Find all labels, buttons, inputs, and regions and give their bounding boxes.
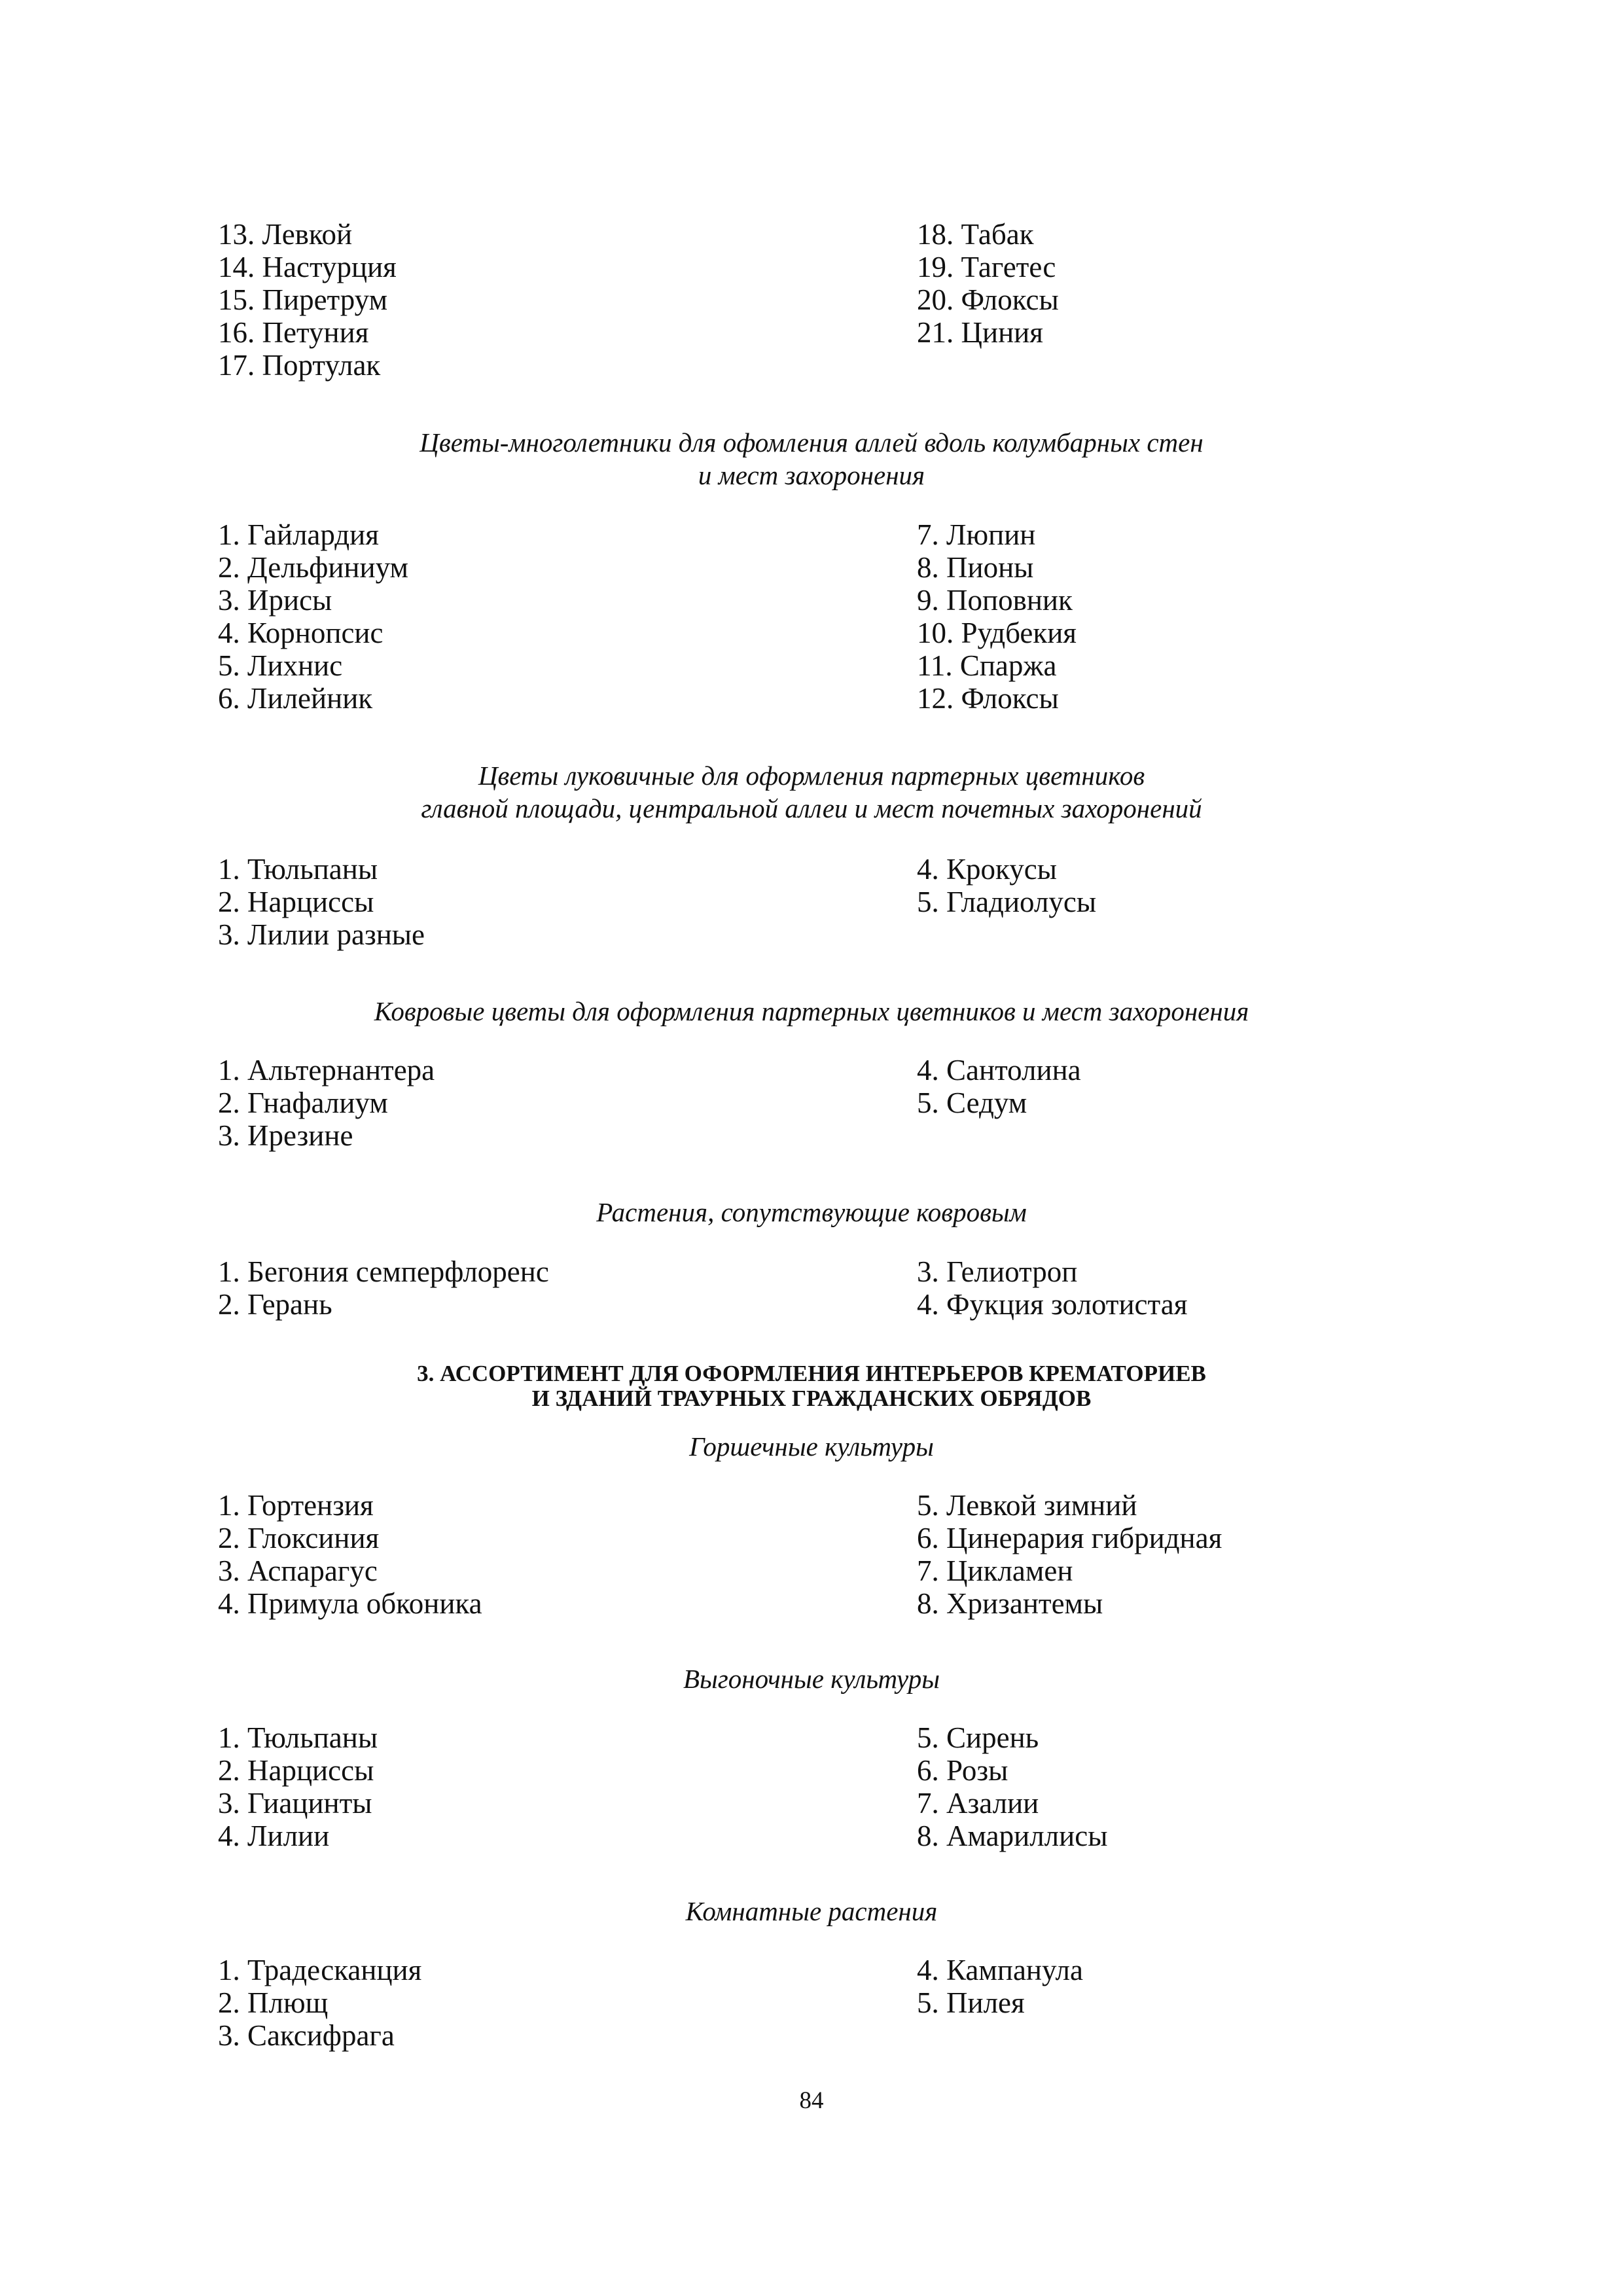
list-item: 8. Амариллисы xyxy=(917,1820,1108,1852)
heading-line: Комнатные растения xyxy=(685,1896,938,1926)
list-item: 11. Спаржа xyxy=(917,649,1057,682)
list-right-column xyxy=(917,1489,1506,1620)
list-item: 4. Фукция золотистая xyxy=(917,1288,1188,1321)
list-item: 3. Аспарагус xyxy=(218,1554,378,1587)
list-item: 5. Сирень xyxy=(917,1721,1039,1754)
heading-line: Горшечные культуры xyxy=(689,1431,934,1462)
list-right-column xyxy=(917,853,1506,918)
list-item: 5. Пилея xyxy=(917,1986,1025,2019)
list-potted-plants xyxy=(218,1489,1396,1659)
list-item: 6. Цинерария гибридная xyxy=(917,1522,1222,1554)
list-item: 1. Альтернантера xyxy=(218,1054,435,1086)
list-item: 4. Лилии xyxy=(218,1820,330,1852)
list-item: 19. Тагетес xyxy=(917,251,1056,283)
subheading-carpet-flowers xyxy=(216,995,1407,1028)
list-item: 1. Гортензия xyxy=(218,1489,374,1522)
list-item: 2. Плющ xyxy=(218,1986,329,2019)
section-title-line: 3. АССОРТИМЕНТ ДЛЯ ОФОРМЛЕНИЯ ИНТЕРЬЕРОВ КРЕМАТОРИЕВ xyxy=(417,1361,1206,1386)
list-item: 7. Люпин xyxy=(917,518,1036,551)
heading-line: Растения, сопутствующие ковровым xyxy=(596,1197,1027,1227)
section-title xyxy=(216,1361,1407,1411)
heading-line: главной площади, центральной аллеи и мест почетных захоронений xyxy=(421,793,1202,823)
list-item: 13. Левкой xyxy=(218,218,353,251)
heading-line: Ковровые цветы для оформления партерных цветников и мест захоронения xyxy=(374,996,1249,1026)
subheading-forced-plants xyxy=(216,1662,1407,1695)
heading-line: Цветы луковичные для оформления партерных цветников xyxy=(478,761,1145,791)
subheading-companion-plants xyxy=(216,1196,1407,1229)
list-item: 18. Табак xyxy=(917,218,1034,251)
list-item: 5. Гладиолусы xyxy=(917,886,1097,918)
list-item: 2. Глоксиния xyxy=(218,1522,380,1554)
list-left-column xyxy=(218,1489,905,1620)
heading-line: и мест захоронения xyxy=(698,460,925,490)
subheading-indoor-plants xyxy=(216,1895,1407,1928)
section-title-line: И ЗДАНИЙ ТРАУРНЫХ ГРАЖДАНСКИХ ОБРЯДОВ xyxy=(531,1386,1092,1411)
list-left-column xyxy=(218,1255,905,1321)
list-item: 2. Гнафалиум xyxy=(218,1086,388,1119)
list-left-column xyxy=(218,218,905,382)
list-item: 4. Примула обконика xyxy=(218,1587,482,1620)
list-item: 3. Ирезине xyxy=(218,1119,353,1152)
subheading-potted-plants xyxy=(216,1430,1407,1463)
list-item: 8. Хризантемы xyxy=(917,1587,1103,1620)
list-item: 14. Настурция xyxy=(218,251,397,283)
list-item: 5. Лихнис xyxy=(218,649,343,682)
list-right-column xyxy=(917,518,1506,715)
list-item: 4. Сантолина xyxy=(917,1054,1081,1086)
list-item: 3. Ирисы xyxy=(218,584,332,617)
list-item: 3. Гелиотроп xyxy=(917,1255,1078,1288)
list-perennials xyxy=(218,518,1396,715)
list-item: 2. Нарциссы xyxy=(218,1754,374,1787)
list-item: 6. Розы xyxy=(917,1754,1008,1787)
list-item: 16. Петуния xyxy=(218,316,369,349)
list-item: 17. Портулак xyxy=(218,349,381,382)
list-item: 2. Нарциссы xyxy=(218,886,374,918)
list-item: 2. Герань xyxy=(218,1288,332,1321)
subheading-perennials xyxy=(216,426,1407,492)
list-right-column xyxy=(917,1954,1506,2019)
list-right-column xyxy=(917,218,1506,349)
list-item: 3. Лилии разные xyxy=(218,918,425,951)
list-item: 4. Корнопсис xyxy=(218,617,383,649)
list-item: 21. Циния xyxy=(917,316,1043,349)
list-item: 7. Цикламен xyxy=(917,1554,1073,1587)
list-forced-plants xyxy=(218,1721,1396,1892)
list-item: 3. Саксифрага xyxy=(218,2019,395,2052)
list-item: 5. Седум xyxy=(917,1086,1027,1119)
list-item: 20. Флоксы xyxy=(917,283,1059,316)
list-right-column xyxy=(917,1255,1506,1321)
list-item: 6. Лилейник xyxy=(218,682,373,715)
heading-line: Выгоночные культуры xyxy=(683,1664,940,1694)
list-annuals-continued xyxy=(218,218,1396,388)
list-item: 1. Тюльпаны xyxy=(218,853,378,886)
list-item: 7. Азалии xyxy=(917,1787,1039,1820)
list-item: 2. Дельфиниум xyxy=(218,551,408,584)
list-item: 4. Кампанула xyxy=(917,1954,1083,1986)
list-item: 12. Флоксы xyxy=(917,682,1059,715)
list-item: 10. Рудбекия xyxy=(917,617,1077,649)
subheading-bulbous xyxy=(216,759,1407,825)
list-item: 15. Пиретрум xyxy=(218,283,388,316)
list-item: 1. Традесканция xyxy=(218,1954,422,1986)
list-item: 8. Пионы xyxy=(917,551,1034,584)
list-item: 3. Гиацинты xyxy=(218,1787,372,1820)
list-item: 1. Гайлардия xyxy=(218,518,379,551)
page-number: 84 xyxy=(799,2087,824,2114)
list-right-column xyxy=(917,1721,1506,1852)
list-right-column xyxy=(917,1054,1506,1119)
list-item: 1. Бегония семперфлоренс xyxy=(218,1255,549,1288)
heading-line: Цветы-многолетники для офомления аллей вдоль колумбарных стен xyxy=(419,427,1204,457)
list-left-column xyxy=(218,1954,905,2052)
list-left-column xyxy=(218,1721,905,1852)
list-item: 4. Крокусы xyxy=(917,853,1057,886)
list-item: 1. Тюльпаны xyxy=(218,1721,378,1754)
list-left-column xyxy=(218,853,905,951)
list-item: 5. Левкой зимний xyxy=(917,1489,1137,1522)
list-item: 9. Поповник xyxy=(917,584,1073,617)
list-left-column xyxy=(218,1054,905,1152)
list-left-column xyxy=(218,518,905,715)
